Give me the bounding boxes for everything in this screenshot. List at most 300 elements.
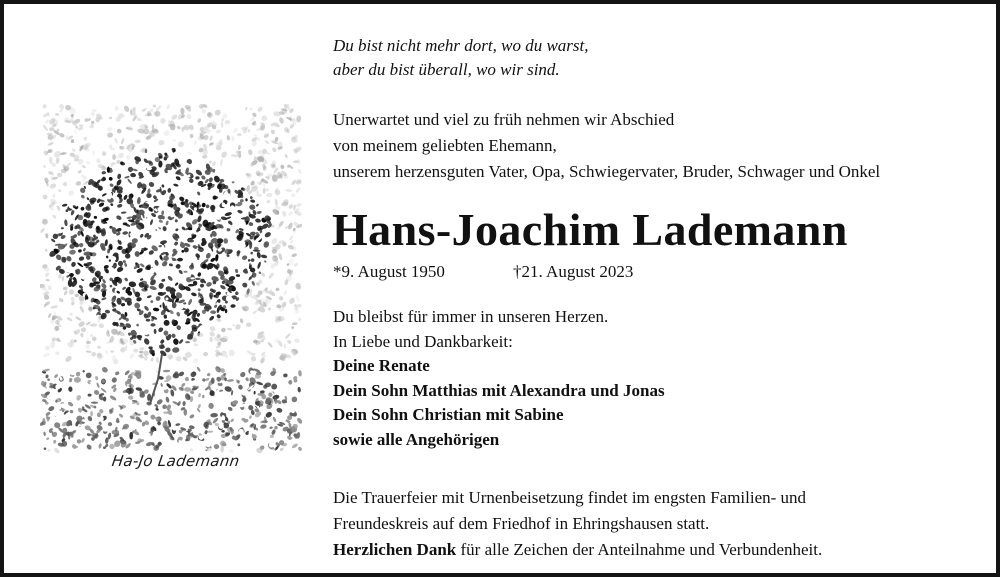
mosaic-speck (155, 295, 162, 302)
mosaic-speck (47, 448, 52, 453)
mosaic-speck (181, 177, 184, 180)
mosaic-speck (246, 322, 252, 327)
mosaic-speck (75, 371, 80, 377)
mosaic-speck (101, 224, 108, 228)
mosaic-speck (64, 219, 68, 226)
mosaic-speck (283, 290, 287, 296)
mosaic-speck (62, 203, 68, 207)
mosaic-speck (296, 203, 302, 208)
mosaic-speck (127, 125, 134, 132)
mosaic-speck (274, 426, 278, 430)
birth-date: *9. August 1950 (333, 262, 445, 281)
mosaic-speck (156, 398, 164, 405)
mosaic-speck (249, 107, 253, 111)
mosaic-speck (241, 282, 248, 289)
mosaic-speck (55, 219, 64, 228)
mosaic-speck (257, 106, 264, 113)
mosaic-speck (262, 420, 268, 423)
mosaic-speck (215, 129, 221, 134)
mosaic-speck (298, 370, 302, 377)
mosaic-speck (189, 182, 197, 190)
mosaic-speck (109, 183, 114, 188)
mosaic-speck (202, 378, 207, 382)
mosaic-speck (209, 337, 213, 343)
mosaic-speck (55, 351, 59, 354)
mosaic-speck (136, 297, 142, 302)
mosaic-speck (81, 438, 86, 444)
mosaic-speck (225, 309, 228, 313)
mosaic-speck (242, 306, 249, 312)
mosaic-speck (154, 259, 159, 266)
mosaic-speck (245, 198, 248, 201)
mosaic-speck (264, 140, 270, 145)
mosaic-speck (63, 286, 68, 290)
mosaic-speck (119, 145, 125, 150)
mosaic-speck (126, 216, 132, 219)
mosaic-speck (188, 264, 195, 271)
mosaic-speck (231, 154, 238, 158)
quote-line-2: aber du bist überall, wo wir sind. (333, 60, 560, 79)
mosaic-speck (167, 215, 173, 220)
mosaic-speck (256, 251, 261, 258)
mosaic-speck (80, 327, 86, 333)
mosaic-speck (255, 218, 261, 223)
mosaic-speck (82, 370, 85, 373)
mosaic-speck (237, 443, 240, 447)
mosaic-speck (250, 410, 255, 416)
mosaic-speck (280, 164, 285, 169)
mosaic-speck (110, 350, 114, 352)
mosaic-speck (193, 140, 197, 145)
mosaic-speck (185, 341, 190, 343)
mosaic-speck (189, 370, 197, 378)
mosaic-speck (74, 339, 77, 342)
intro-line-1: Unerwartet und viel zu früh nehmen wir Abschied (333, 110, 675, 129)
mosaic-speck (86, 444, 93, 451)
mosaic-speck (278, 117, 284, 125)
mosaic-speck (91, 188, 96, 193)
mosaic-speck (172, 347, 180, 353)
mosaic-speck (45, 119, 50, 124)
mourner: Deine Renate (333, 356, 430, 375)
mosaic-speck (85, 343, 92, 350)
mosaic-speck (251, 112, 257, 118)
mosaic-speck (139, 242, 145, 248)
mosaic-speck (55, 113, 59, 116)
mosaic-speck (269, 426, 273, 429)
mosaic-speck (84, 204, 92, 212)
mosaic-speck (109, 284, 112, 287)
mosaic-speck (194, 343, 199, 347)
mosaic-speck (107, 132, 114, 139)
mosaic-speck (82, 397, 88, 404)
mosaic-speck (253, 249, 261, 252)
mosaic-speck (89, 197, 98, 204)
mosaic-speck (103, 396, 107, 401)
mosaic-speck (114, 106, 119, 111)
mosaic-speck (87, 415, 93, 422)
mosaic-speck (150, 357, 154, 362)
mosaic-speck (158, 282, 164, 289)
mosaic-speck (263, 240, 270, 248)
mosaic-speck (75, 294, 80, 297)
mosaic-speck (257, 261, 262, 269)
mosaic-speck (232, 324, 235, 327)
mosaic-speck (178, 269, 184, 275)
mosaic-speck (139, 351, 143, 354)
mosaic-speck (71, 148, 76, 153)
mosaic-speck (91, 352, 96, 356)
mosaic-speck (279, 447, 284, 452)
mosaic-speck (209, 200, 215, 205)
mosaic-speck (68, 386, 73, 392)
mosaic-speck (91, 120, 95, 124)
mosaic-speck (123, 105, 130, 113)
mosaic-speck (163, 370, 170, 373)
mosaic-speck (121, 211, 127, 214)
mosaic-speck (228, 349, 235, 357)
mosaic-speck (147, 371, 151, 375)
mosaic-speck (272, 416, 277, 422)
mosaic-speck (95, 376, 99, 381)
mosaic-speck (136, 267, 144, 274)
mosaic-speck (215, 254, 219, 262)
mosaic-speck (201, 108, 207, 113)
mosaic-speck (208, 430, 214, 433)
mosaic-speck (52, 214, 57, 219)
mosaic-speck (267, 200, 271, 203)
mosaic-speck (226, 228, 230, 232)
mosaic-speck (152, 104, 156, 108)
mosaic-speck (117, 330, 125, 336)
mosaic-speck (187, 152, 192, 155)
mosaic-speck (62, 181, 68, 187)
mosaic-speck (220, 159, 223, 166)
mosaic-speck (206, 372, 211, 376)
mosaic-speck (200, 175, 206, 181)
mosaic-speck (177, 140, 185, 148)
mosaic-speck (196, 366, 201, 372)
mosaic-speck (221, 209, 224, 212)
mosaic-speck (49, 182, 57, 189)
mosaic-speck (203, 352, 208, 357)
mosaic-speck (90, 411, 93, 416)
mosaic-speck (201, 202, 206, 207)
mosaic-speck (78, 284, 83, 289)
mosaic-speck (191, 165, 196, 170)
mosaic-speck (186, 113, 193, 120)
leaf-mosaic-icon (40, 104, 302, 454)
mosaic-speck (261, 254, 268, 259)
mosaic-speck (232, 127, 239, 134)
mosaic-speck (226, 135, 230, 141)
mosaic-speck (117, 173, 122, 179)
mosaic-speck (54, 374, 59, 379)
mosaic-speck (137, 314, 144, 320)
mosaic-speck (143, 350, 150, 357)
mosaic-speck (230, 418, 235, 423)
mosaic-speck (79, 124, 84, 127)
mosaic-speck (156, 268, 162, 271)
mosaic-speck (71, 139, 75, 143)
mosaic-speck (209, 325, 216, 332)
life-dates (333, 260, 633, 284)
mosaic-speck (287, 339, 292, 344)
mosaic-speck (187, 298, 193, 305)
mosaic-speck (252, 309, 258, 315)
mosaic-speck (239, 318, 244, 324)
mosaic-speck (49, 229, 53, 234)
mosaic-speck (248, 415, 252, 420)
mosaic-speck (44, 345, 50, 351)
family-line-1: Du bleibst für immer in unseren Herzen. (333, 307, 609, 326)
mosaic-speck (75, 211, 80, 215)
mosaic-speck (177, 258, 183, 262)
mosaic-speck (140, 278, 144, 281)
mosaic-speck (247, 129, 250, 133)
mosaic-speck (42, 124, 49, 131)
mosaic-speck (64, 266, 72, 274)
mosaic-speck (129, 432, 133, 440)
mosaic-speck (239, 371, 246, 378)
mosaic-speck (195, 176, 199, 179)
mosaic-speck (75, 180, 81, 186)
mosaic-speck (183, 271, 187, 273)
mosaic-speck (108, 176, 113, 181)
mosaic-speck (181, 226, 186, 231)
mosaic-speck (75, 394, 82, 401)
mosaic-speck (209, 142, 215, 147)
mosaic-speck (191, 292, 198, 297)
mosaic-speck (176, 125, 181, 129)
service-line-1: Die Trauerfeier mit Urnenbeisetzung findet im engsten Familien- und (333, 488, 807, 507)
mosaic-speck (139, 263, 145, 268)
mosaic-speck (183, 302, 187, 305)
mosaic-speck (257, 393, 264, 396)
mosaic-speck (206, 112, 213, 119)
mosaic-speck (133, 177, 138, 182)
mosaic-speck (220, 151, 228, 159)
mosaic-speck (94, 216, 98, 219)
mosaic-speck (71, 301, 75, 305)
leaf-mosaic-artwork (40, 104, 302, 454)
mosaic-speck (66, 317, 73, 323)
mosaic-speck (63, 290, 68, 296)
mosaic-speck (279, 296, 283, 300)
mosaic-speck (70, 261, 76, 268)
mosaic-speck (223, 243, 228, 247)
mosaic-speck (147, 188, 151, 194)
mosaic-speck (250, 196, 253, 199)
mosaic-speck (224, 120, 230, 125)
mosaic-speck (165, 347, 171, 353)
mosaic-speck (210, 413, 218, 418)
mosaic-speck (291, 326, 295, 330)
mosaic-speck (140, 147, 148, 155)
mosaic-speck (44, 427, 47, 431)
mosaic-speck (83, 136, 88, 141)
mosaic-speck (208, 403, 214, 409)
artist-signature: Ha-Jo Lademann (110, 452, 241, 470)
mosaic-speck (275, 199, 278, 207)
mosaic-speck (260, 114, 268, 122)
mosaic-speck (256, 381, 264, 386)
mosaic-speck (291, 253, 297, 258)
quote-line-1: Du bist nicht mehr dort, wo du warst, (333, 36, 589, 55)
mosaic-speck (42, 218, 49, 225)
mosaic-speck (139, 233, 144, 238)
mosaic-speck (284, 154, 288, 159)
mosaic-speck (116, 128, 121, 133)
mosaic-speck (153, 307, 160, 311)
mosaic-speck (124, 307, 128, 311)
mosaic-speck (156, 357, 160, 363)
mosaic-speck (146, 257, 152, 263)
mosaic-speck (167, 188, 172, 193)
mosaic-speck (210, 310, 216, 314)
mosaic-speck (55, 157, 59, 164)
mosaic-speck (156, 241, 160, 245)
mosaic-speck (296, 417, 302, 425)
mosaic-speck (101, 171, 106, 175)
mosaic-speck (268, 272, 275, 280)
mosaic-speck (91, 109, 96, 112)
mosaic-speck (115, 215, 122, 221)
mosaic-speck (53, 150, 62, 159)
mosaic-speck (230, 304, 235, 308)
mosaic-speck (165, 220, 169, 225)
mosaic-speck (275, 287, 280, 292)
mosaic-speck (189, 414, 195, 420)
mosaic-speck (175, 276, 181, 283)
mosaic-speck (294, 178, 302, 186)
family-line-2: In Liebe und Dankbarkeit: (333, 331, 513, 351)
mosaic-speck (211, 161, 216, 167)
mosaic-speck (172, 338, 179, 346)
mosaic-speck (90, 323, 97, 326)
mosaic-speck (297, 387, 301, 393)
mosaic-speck (84, 404, 91, 410)
mosaic-speck (188, 178, 194, 184)
mosaic-speck (224, 385, 233, 392)
mosaic-speck (178, 338, 184, 344)
mourner: sowie alle Angehörigen (333, 429, 500, 449)
mosaic-speck (263, 187, 266, 194)
mosaic-speck (53, 311, 57, 316)
mosaic-speck (101, 297, 107, 301)
mosaic-speck (221, 430, 224, 433)
mosaic-speck (292, 322, 298, 325)
mosaic-speck (133, 348, 139, 353)
mosaic-speck (96, 382, 100, 388)
mosaic-speck (174, 282, 178, 287)
mosaic-speck (49, 157, 53, 165)
mosaic-speck (42, 194, 48, 200)
mosaic-speck (241, 396, 247, 402)
mosaic-speck (91, 402, 98, 404)
mosaic-speck (184, 387, 191, 392)
mosaic-speck (248, 259, 251, 262)
mosaic-speck (46, 437, 50, 440)
thanks-line (333, 537, 822, 563)
mosaic-speck (254, 391, 256, 395)
mosaic-speck (202, 395, 205, 399)
mosaic-speck (48, 285, 52, 290)
mosaic-speck (92, 150, 95, 156)
mosaic-speck (69, 273, 74, 277)
mosaic-speck (60, 256, 67, 263)
mosaic-speck (291, 193, 297, 198)
mosaic-speck (86, 433, 91, 437)
mosaic-speck (234, 291, 239, 296)
mosaic-speck (236, 274, 240, 277)
mosaic-speck (271, 147, 277, 153)
mosaic-speck (266, 152, 270, 155)
mosaic-speck (266, 188, 269, 191)
mosaic-speck (134, 139, 141, 143)
mosaic-speck (232, 181, 235, 183)
mosaic-speck (109, 117, 113, 120)
mosaic-speck (150, 300, 153, 303)
deceased-name: Hans-Joachim Lademann (332, 204, 848, 255)
mourner: Dein Sohn Matthias mit Alexandra und Jonas (333, 380, 665, 400)
mosaic-speck (42, 104, 47, 109)
mosaic-speck (50, 305, 58, 309)
mosaic-speck (197, 118, 202, 124)
mosaic-speck (101, 366, 109, 374)
mosaic-speck (162, 226, 167, 232)
mosaic-speck (227, 406, 233, 412)
mourner: Dein Sohn Christian mit Sabine (333, 405, 564, 424)
mosaic-speck (238, 145, 241, 150)
mosaic-speck (143, 305, 149, 311)
mosaic-speck (52, 193, 56, 198)
mosaic-speck (220, 367, 226, 374)
mosaic-speck (298, 446, 302, 451)
mosaic-speck (148, 181, 155, 187)
mosaic-speck (288, 380, 292, 385)
mosaic-speck (216, 318, 222, 322)
mosaic-speck (284, 333, 291, 340)
mosaic-speck (169, 223, 175, 227)
mosaic-speck (277, 427, 283, 434)
mosaic-speck (182, 401, 186, 406)
mosaic-speck (224, 211, 232, 216)
mosaic-speck (260, 435, 266, 441)
mosaic-speck (141, 107, 147, 112)
mosaic-speck (195, 169, 203, 177)
mosaic-speck (160, 240, 168, 245)
mosaic-speck (44, 272, 50, 278)
mosaic-speck (107, 379, 112, 386)
mosaic-speck (291, 443, 298, 449)
mosaic-speck (81, 165, 86, 169)
mosaic-speck (137, 197, 141, 205)
mosaic-speck (202, 154, 208, 158)
mosaic-speck (197, 191, 201, 196)
thanks-bold: Herzlichen Dank (333, 540, 457, 559)
death-date: †21. August 2023 (513, 262, 634, 281)
mosaic-speck (45, 374, 48, 378)
mosaic-speck (208, 330, 215, 338)
mosaic-speck (288, 235, 294, 241)
mosaic-speck (150, 414, 157, 421)
mosaic-speck (298, 168, 302, 174)
mosaic-speck (47, 313, 52, 319)
mosaic-speck (185, 377, 189, 382)
mosaic-speck (43, 164, 47, 168)
mosaic-speck (124, 175, 130, 178)
